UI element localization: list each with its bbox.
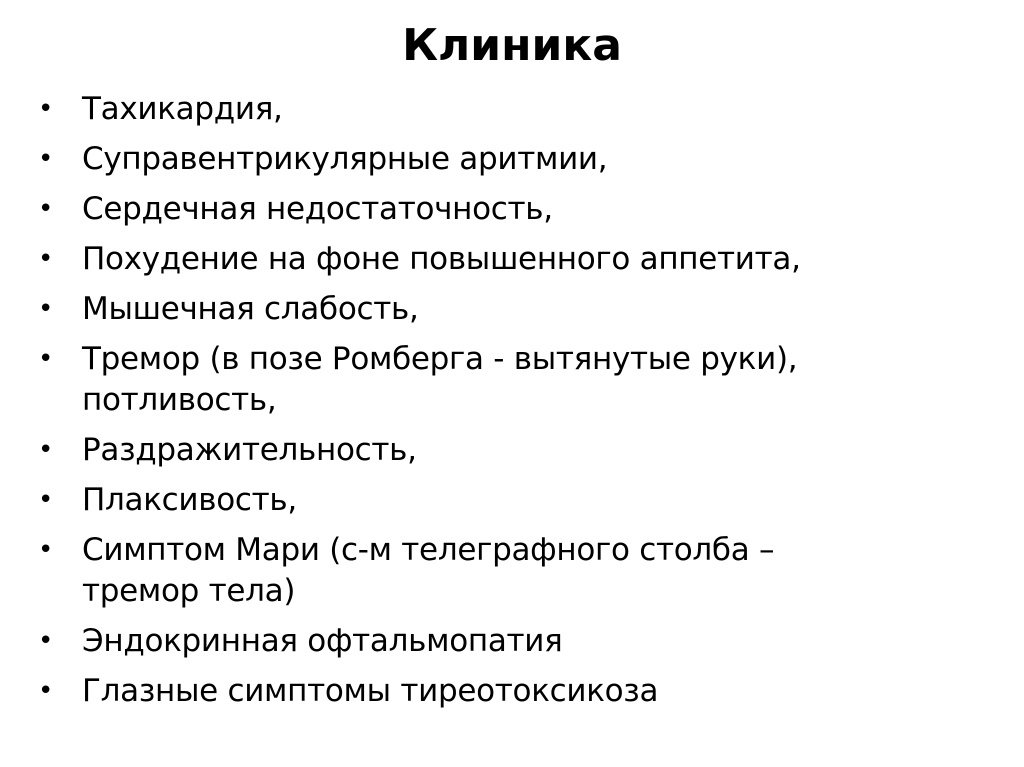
bullet-text <box>82 339 976 421</box>
bullet-item <box>36 89 976 130</box>
bullet-line: тремор тела) <box>82 573 296 609</box>
bullet-text <box>82 430 976 471</box>
bullet-icon: • <box>38 244 54 274</box>
bullet-text <box>82 289 976 330</box>
bullet-text <box>82 480 976 521</box>
bullet-item <box>36 189 976 230</box>
bullet-text <box>82 671 976 712</box>
bullet-text <box>82 239 976 280</box>
bullet-icon: • <box>38 344 54 374</box>
bullet-line: Глазные симптомы тиреотоксикоза <box>82 673 659 709</box>
bullet-line: Плаксивость, <box>82 482 297 518</box>
bullet-icon: • <box>38 485 54 515</box>
bullet-item <box>36 530 976 612</box>
bullet-line: Тремор (в позе Ромберга - вытянутые руки), <box>82 341 798 377</box>
bullet-line: Тахикардия, <box>82 91 283 127</box>
bullet-icon: • <box>38 194 54 224</box>
bullet-item <box>36 671 976 712</box>
bullet-item <box>36 339 976 421</box>
bullet-icon: • <box>38 435 54 465</box>
bullet-icon: • <box>38 144 54 174</box>
bullet-item <box>36 480 976 521</box>
bullet-item <box>36 621 976 662</box>
bullet-line: Раздражительность, <box>82 432 417 468</box>
bullet-text <box>82 621 976 662</box>
bullet-icon: • <box>38 676 54 706</box>
slide-title: Клиника <box>402 20 622 71</box>
bullet-list <box>36 89 976 721</box>
bullet-line: Эндокринная офтальмопатия <box>82 623 563 659</box>
bullet-line: Суправентрикулярные аритмии, <box>82 141 608 177</box>
bullet-text <box>82 139 976 180</box>
bullet-text <box>82 530 976 612</box>
bullet-icon: • <box>38 294 54 324</box>
bullet-icon: • <box>38 94 54 124</box>
bullet-line: Мышечная слабость, <box>82 291 419 327</box>
bullet-line: Сердечная недостаточность, <box>82 191 553 227</box>
bullet-text <box>82 189 976 230</box>
bullet-item <box>36 289 976 330</box>
bullet-icon: • <box>38 626 54 656</box>
bullet-item <box>36 239 976 280</box>
bullet-text <box>82 89 976 130</box>
bullet-item <box>36 430 976 471</box>
bullet-line: Похудение на фоне повышенного аппетита, <box>82 241 801 277</box>
bullet-line: потливость, <box>82 382 277 418</box>
bullet-item <box>36 139 976 180</box>
bullet-line: Симптом Мари (с-м телеграфного столба – <box>82 532 775 568</box>
bullet-icon: • <box>38 535 54 565</box>
